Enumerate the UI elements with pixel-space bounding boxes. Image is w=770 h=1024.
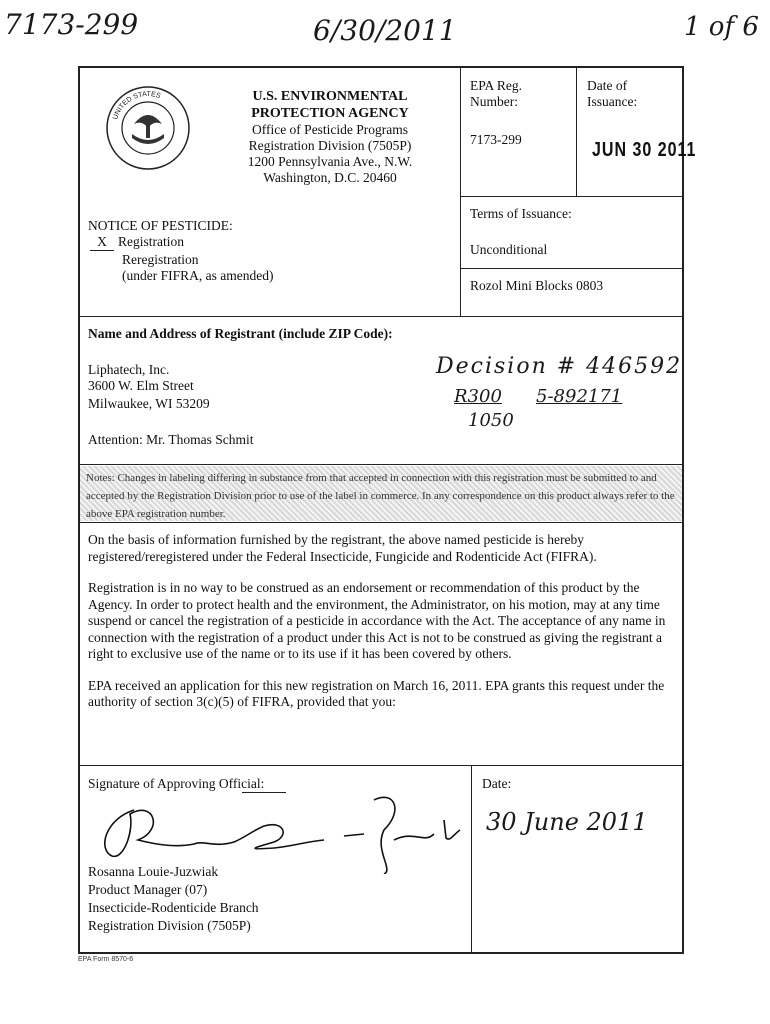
notes-text: Notes: Changes in labeling differing in substance from that accepted in connection with this registration must be submitted to and accepted by the Registration Division prior to use of the label in commerce. In any correspondence on this product always refer to the above EPA registration number.: [86, 472, 675, 520]
divider-notes-bottom: [78, 522, 683, 523]
registrant-attention: Attention: Mr. Thomas Schmit: [88, 432, 254, 447]
notice-option-registration: Registration: [118, 234, 184, 249]
notice-title: NOTICE OF PESTICIDE:: [88, 218, 233, 233]
agency-address: 1200 Pennsylvania Ave., N.W.: [247, 154, 413, 169]
date-label: Date:: [482, 776, 512, 791]
body-paragraph-2: Registration is in no way to be construed as an endorsement or recommendation of this product by the Agency. In order to protect health and the environment, the Administrator, on his motion, may at any time suspend or cancel the registration of a pesticide in accordance with the Act. The acceptance of any name in connection with the registration of a product under this Act is not to be construed as giving the registrant a right to exclusive use of the name or to its use if it has been covered by others.: [88, 580, 666, 661]
agency-division: Registration Division (7505P): [248, 138, 412, 153]
handwritten-page-count: 1 of 6: [684, 12, 759, 42]
notice-registration-mark: X: [90, 234, 114, 251]
notice-option-reregistration: Reregistration: [122, 252, 199, 267]
divider-vertical-header: [460, 66, 461, 316]
signer-division: Registration Division (7505P): [88, 918, 251, 933]
handwritten-code-1050: 1050: [468, 410, 514, 431]
signature-label: Signature of Approving Official:: [88, 776, 265, 791]
signer-name: Rosanna Louie-Juzwiak: [88, 864, 219, 879]
issuance-label-line2: Issuance:: [587, 94, 638, 109]
signer-branch: Insecticide-Rodenticide Branch: [88, 900, 259, 915]
epa-reg-label: [470, 78, 522, 110]
handwritten-date: 6/30/2011: [313, 14, 457, 47]
form-border-bottom: [78, 952, 684, 954]
epa-reg-label-line1: EPA Reg.: [470, 78, 523, 93]
handwritten-reg-number: 7173-299: [4, 8, 139, 41]
agency-name-line1: U.S. ENVIRONMENTAL: [252, 89, 408, 104]
body-text: [88, 532, 678, 711]
divider-date-column: [471, 765, 472, 953]
epa-reg-number: 7173-299: [470, 132, 522, 147]
registrant-company: Liphatech, Inc.: [88, 362, 170, 377]
body-paragraph-1: On the basis of information furnished by the registrant, the above named pesticide is hereby registered/reregistered under the Federal Insecticide, Fungicide and Rodenticide Act (FIFRA).: [88, 532, 597, 564]
signer-title: Product Manager (07): [88, 882, 208, 897]
form-id: EPA Form 8570-6: [78, 956, 134, 963]
registrant-street: 3600 W. Elm Street: [88, 378, 194, 393]
notice-fifra-note: (under FIFRA, as amended): [122, 268, 274, 283]
divider-notes-top: [78, 464, 683, 465]
agency-city: Washington, D.C. 20460: [263, 170, 397, 185]
handwritten-decision: Decision # 446592: [436, 354, 683, 379]
body-paragraph-3: EPA received an application for this new registration on March 16, 2011. EPA grants this request under the authority of section 3(c)(5) of FIFRA, provided that you:: [88, 677, 665, 709]
divider-terms: [460, 196, 683, 197]
issuance-label: [587, 78, 637, 110]
handwritten-code-5: 5-892171: [536, 386, 623, 407]
notes-band: [80, 466, 682, 521]
issuance-date-stamp: JUN 30 2011: [592, 139, 697, 161]
registrant-city: Milwaukee, WI 53209: [88, 396, 210, 411]
terms-label: Terms of Issuance:: [470, 206, 572, 221]
divider-vertical-date: [576, 66, 577, 196]
divider-product: [460, 268, 683, 269]
agency-name-line2: PROTECTION AGENCY: [251, 106, 409, 121]
agency-office: Office of Pesticide Programs: [251, 122, 409, 137]
svg-text:UNITED STATES: UNITED STATES: [112, 90, 162, 121]
terms-value: Unconditional: [470, 242, 548, 257]
product-name: Rozol Mini Blocks 0803: [470, 278, 604, 293]
divider-registrant: [78, 316, 683, 317]
divider-signature: [78, 765, 683, 766]
form-border-right: [682, 66, 684, 954]
epa-reg-label-line2: Number:: [470, 94, 518, 109]
handwritten-signature: [94, 790, 466, 874]
handwritten-signature-date: 30 June 2011: [486, 808, 648, 836]
handwritten-code-r300: R300: [454, 386, 502, 407]
registrant-heading: Name and Address of Registrant (include ZIP Code):: [88, 326, 393, 341]
form-border-top: [78, 66, 683, 68]
epa-seal: [104, 84, 192, 172]
agency-block: [200, 88, 460, 186]
issuance-label-line1: Date of: [587, 78, 628, 93]
